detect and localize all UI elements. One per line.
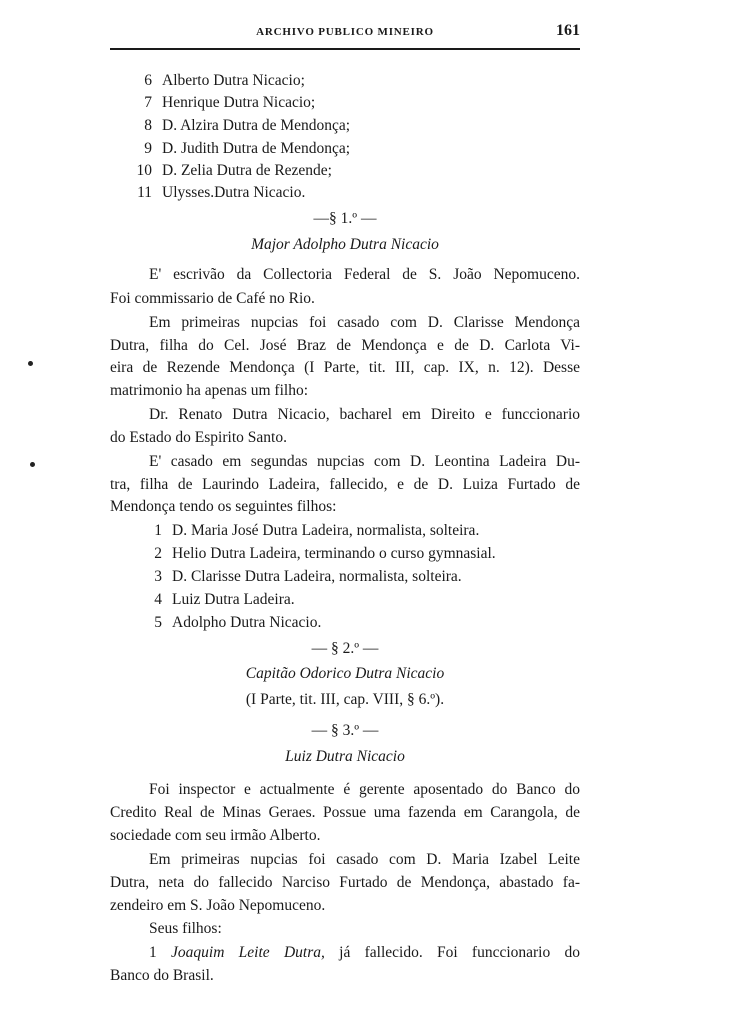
list-item: 4 Luiz Dutra Ladeira. bbox=[154, 591, 295, 608]
child-name: Joaquim Leite Dutra, bbox=[171, 944, 325, 961]
paragraph-line: E' casado em segundas nupcias com D. Leontina Ladeira Du- bbox=[149, 453, 580, 470]
paragraph-line: Em primeiras nupcias foi casado com D. Maria Izabel Leite bbox=[149, 851, 580, 868]
paragraph-line: E' escrivão da Collectoria Federal de S. João Nepomuceno. bbox=[149, 266, 580, 283]
list-item: 11 Ulysses.Dutra Nicacio. bbox=[137, 184, 306, 201]
list-item: 8 D. Alzira Dutra de Mendonça; bbox=[144, 117, 351, 134]
section-heading: Luiz Dutra Nicacio bbox=[285, 748, 405, 765]
paragraph-line: Credito Real de Minas Geraes. Possue uma fazenda em Carangola, de bbox=[110, 804, 580, 821]
paragraph-line: Dr. Renato Dutra Nicacio, bacharel em Direito e funccionario bbox=[149, 406, 580, 423]
ink-speck bbox=[30, 462, 35, 467]
paragraph-line: Em primeiras nupcias foi casado com D. Clarisse Mendonça bbox=[149, 314, 580, 331]
list-item: 2 Helio Dutra Ladeira, terminando o curso gymnasial. bbox=[154, 545, 496, 562]
list-item: 7 Henrique Dutra Nicacio; bbox=[144, 94, 316, 111]
section-heading: Major Adolpho Dutra Nicacio bbox=[251, 236, 439, 253]
paragraph-line: sociedade com seu irmão Alberto. bbox=[110, 827, 321, 844]
paragraph-line: tra, filha de Laurindo Ladeira, fallecido, e de D. Luiza Furtado de bbox=[110, 476, 580, 493]
paragraph-line: Foi inspector e actualmente é gerente aposentado do Banco do bbox=[149, 781, 580, 798]
running-header bbox=[110, 22, 580, 44]
running-title: ARCHIVO PUBLICO MINEIRO bbox=[256, 26, 434, 38]
paragraph-line: Seus filhos: bbox=[149, 920, 222, 937]
paragraph-line: Dutra, filha do Cel. José Braz de Mendonça e de D. Carlota Vi- bbox=[110, 337, 580, 354]
list-item: 9 D. Judith Dutra de Mendonça; bbox=[144, 140, 351, 157]
header-rule bbox=[110, 48, 580, 50]
paragraph-line: Mendonça tendo os seguintes filhos: bbox=[110, 498, 337, 515]
list-item: 10 D. Zelia Dutra de Rezende; bbox=[136, 162, 332, 179]
list-item: 5 Adolpho Dutra Nicacio. bbox=[154, 614, 322, 631]
paragraph-line: Dutra, neta do fallecido Narciso Furtado de Mendonça, abastado fa- bbox=[110, 874, 580, 891]
paragraph-line: eira de Rezende Mendonça (I Parte, tit. III, cap. IX, n. 12). Desse bbox=[110, 359, 580, 376]
ink-speck bbox=[28, 361, 33, 366]
section-heading: Capitão Odorico Dutra Nicacio bbox=[245, 665, 445, 682]
section-marker: —§ 1.º — bbox=[313, 210, 377, 227]
paragraph-line: matrimonio ha apenas um filho: bbox=[110, 382, 309, 399]
list-item: 6 Alberto Dutra Nicacio; bbox=[144, 72, 305, 89]
paragraph-line: Foi commissario de Café no Rio. bbox=[110, 290, 315, 307]
paragraph-line: do Estado do Espirito Santo. bbox=[110, 429, 287, 446]
page-number: 161 bbox=[556, 22, 580, 39]
list-item: 3 D. Clarisse Dutra Ladeira, normalista, solteira. bbox=[154, 568, 462, 585]
section-reference: (I Parte, tit. III, cap. VIII, § 6.º). bbox=[245, 691, 445, 708]
list-item: 1 D. Maria José Dutra Ladeira, normalista, solteira. bbox=[154, 522, 480, 539]
section-marker: — § 2.º — bbox=[311, 640, 379, 657]
paragraph-line: zendeiro em S. João Nepomuceno. bbox=[110, 897, 326, 914]
paragraph-line: Banco do Brasil. bbox=[110, 967, 214, 984]
section-marker: — § 3.º — bbox=[311, 722, 379, 739]
list-item: 1 Joaquim Leite Dutra, já fallecido. Foi funccionario do bbox=[149, 944, 581, 961]
